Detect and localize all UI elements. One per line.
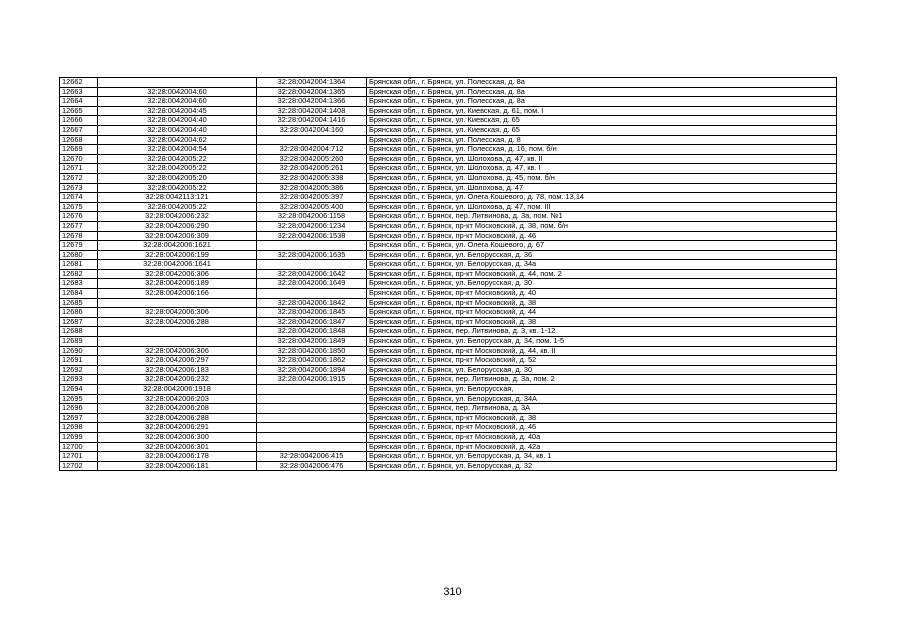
table-row xyxy=(60,116,837,126)
address-cell: Брянская обл., г. Брянск, пер. Литвинова, д. 3а, пом. №1 xyxy=(367,212,837,222)
table-row xyxy=(60,193,837,203)
building-cadastral-number-cell xyxy=(257,385,367,395)
row-number-cell: 12670 xyxy=(60,154,98,164)
land-cadastral-number-cell: 32:28:0042005:22 xyxy=(98,183,257,193)
building-cadastral-number-cell: 32:28:0042006:1845 xyxy=(257,308,367,318)
land-cadastral-number-cell: 32:28:0042006:208 xyxy=(98,404,257,414)
table-row xyxy=(60,221,837,231)
building-cadastral-number-cell: 32:28:0042004:1365 xyxy=(257,87,367,97)
building-cadastral-number-cell: 32:28:0042004:1416 xyxy=(257,116,367,126)
row-number-cell: 12676 xyxy=(60,212,98,222)
building-cadastral-number-cell xyxy=(257,413,367,423)
address-cell: Брянская обл., г. Брянск, ул. Белорусская, xyxy=(367,385,837,395)
table-row xyxy=(60,260,837,270)
row-number-cell: 12678 xyxy=(60,231,98,241)
row-number-cell: 12673 xyxy=(60,183,98,193)
land-cadastral-number-cell: 32:28:0042004:40 xyxy=(98,116,257,126)
building-cadastral-number-cell: 32:28:0042004:1364 xyxy=(257,78,367,88)
row-number-cell: 12672 xyxy=(60,173,98,183)
table-row xyxy=(60,432,837,442)
table-row xyxy=(60,365,837,375)
building-cadastral-number-cell: 32:28:0042006:476 xyxy=(257,461,367,471)
address-cell: Брянская обл., г. Брянск, ул. Шолохова, д. 47, пом. III xyxy=(367,202,837,212)
building-cadastral-number-cell: 32:28:0042004:1408 xyxy=(257,106,367,116)
table-row xyxy=(60,442,837,452)
land-cadastral-number-cell: 32:28:0042005:20 xyxy=(98,173,257,183)
row-number-cell: 12666 xyxy=(60,116,98,126)
address-cell: Брянская обл., г. Брянск, пр-кт Московский, д. 38 xyxy=(367,298,837,308)
row-number-cell: 12677 xyxy=(60,221,98,231)
address-cell: Брянская обл., г. Брянск, пр-кт Московский, д. 42а xyxy=(367,442,837,452)
address-cell: Брянская обл., г. Брянск, пр-кт Московский, д. 38 xyxy=(367,413,837,423)
address-cell: Брянская обл., г. Брянск, ул. Киевская, д. 61, пом. I xyxy=(367,106,837,116)
address-cell: Брянская обл., г. Брянск, пр-кт Московский, д. 44 xyxy=(367,308,837,318)
address-cell: Брянская обл., г. Брянск, пр-кт Московский, д. 38, пом. б/н xyxy=(367,221,837,231)
table-row xyxy=(60,452,837,462)
land-cadastral-number-cell xyxy=(98,327,257,337)
address-cell: Брянская обл., г. Брянск, ул. Шолохова, д. 45, пом. б/н xyxy=(367,173,837,183)
address-cell: Брянская обл., г. Брянск, ул. Киевская, д. 65 xyxy=(367,116,837,126)
address-cell: Брянская обл., г. Брянск, ул. Олега Кошевого, д. 67 xyxy=(367,241,837,251)
row-number-cell: 12685 xyxy=(60,298,98,308)
table-row xyxy=(60,413,837,423)
row-number-cell: 12701 xyxy=(60,452,98,462)
building-cadastral-number-cell: 32:28:0042005:400 xyxy=(257,202,367,212)
building-cadastral-number-cell: 32:28:0042006:1848 xyxy=(257,327,367,337)
row-number-cell: 12688 xyxy=(60,327,98,337)
building-cadastral-number-cell: 32:28:0042006:1849 xyxy=(257,337,367,347)
table-row xyxy=(60,87,837,97)
building-cadastral-number-cell: 32:28:0042006:1642 xyxy=(257,269,367,279)
address-cell: Брянская обл., г. Брянск, ул. Полесская, д. 16, пом. б/н xyxy=(367,145,837,155)
address-cell: Брянская обл., г. Брянск, ул. Полесская, д. 8а xyxy=(367,87,837,97)
land-cadastral-number-cell: 32:28:0042005:22 xyxy=(98,154,257,164)
address-cell: Брянская обл., г. Брянск, ул. Полесская, д. 8 xyxy=(367,135,837,145)
land-cadastral-number-cell: 32:28:0042006:178 xyxy=(98,452,257,462)
land-cadastral-number-cell: 32:28:0042113:121 xyxy=(98,193,257,203)
table-row xyxy=(60,135,837,145)
land-cadastral-number-cell: 32:28:0042004:45 xyxy=(98,106,257,116)
row-number-cell: 12699 xyxy=(60,432,98,442)
land-cadastral-number-cell: 32:28:0042006:309 xyxy=(98,231,257,241)
land-cadastral-number-cell: 32:28:0042004:60 xyxy=(98,87,257,97)
building-cadastral-number-cell: 32:28:0042006:1158 xyxy=(257,212,367,222)
row-number-cell: 12686 xyxy=(60,308,98,318)
building-cadastral-number-cell xyxy=(257,241,367,251)
table-row xyxy=(60,97,837,107)
address-cell: Брянская обл., г. Брянск, пр-кт Московский, д. 40 xyxy=(367,289,837,299)
table-row xyxy=(60,106,837,116)
row-number-cell: 12698 xyxy=(60,423,98,433)
land-cadastral-number-cell: 32:28:0042006:181 xyxy=(98,461,257,471)
building-cadastral-number-cell xyxy=(257,432,367,442)
building-cadastral-number-cell xyxy=(257,394,367,404)
row-number-cell: 12695 xyxy=(60,394,98,404)
land-cadastral-number-cell: 32:28:0042006:306 xyxy=(98,269,257,279)
table-row xyxy=(60,327,837,337)
row-number-cell: 12668 xyxy=(60,135,98,145)
building-cadastral-number-cell: 32:28:0042005:261 xyxy=(257,164,367,174)
table-row xyxy=(60,241,837,251)
row-number-cell: 12692 xyxy=(60,365,98,375)
building-cadastral-number-cell: 32:28:0042006:1894 xyxy=(257,365,367,375)
address-cell: Брянская обл., г. Брянск, пр-кт Московский, д. 44, кв. II xyxy=(367,346,837,356)
building-cadastral-number-cell: 32:28:0042005:338 xyxy=(257,173,367,183)
row-number-cell: 12689 xyxy=(60,337,98,347)
address-cell: Брянская обл., г. Брянск, пр-кт Московский, д. 46 xyxy=(367,231,837,241)
land-cadastral-number-cell: 32:28:0042004:60 xyxy=(98,97,257,107)
table-row xyxy=(60,164,837,174)
table-row xyxy=(60,308,837,318)
cadastral-table xyxy=(59,77,837,471)
row-number-cell: 12675 xyxy=(60,202,98,212)
address-cell: Брянская обл., г. Брянск, ул. Олега Кошевого, д. 78, пом. 13,14 xyxy=(367,193,837,203)
row-number-cell: 12700 xyxy=(60,442,98,452)
row-number-cell: 12687 xyxy=(60,317,98,327)
table-row xyxy=(60,279,837,289)
building-cadastral-number-cell: 32:28:0042005:260 xyxy=(257,154,367,164)
land-cadastral-number-cell: 32:28:0042006:288 xyxy=(98,317,257,327)
land-cadastral-number-cell: 32:28:0042004:40 xyxy=(98,125,257,135)
row-number-cell: 12669 xyxy=(60,145,98,155)
address-cell: Брянская обл., г. Брянск, пр-кт Московский, д. 38 xyxy=(367,317,837,327)
table-row xyxy=(60,289,837,299)
row-number-cell: 12674 xyxy=(60,193,98,203)
row-number-cell: 12690 xyxy=(60,346,98,356)
row-number-cell: 12667 xyxy=(60,125,98,135)
building-cadastral-number-cell: 32:28:0042005:397 xyxy=(257,193,367,203)
table-row xyxy=(60,356,837,366)
address-cell: Брянская обл., г. Брянск, ул. Белорусская, д. 30 xyxy=(367,279,837,289)
row-number-cell: 12702 xyxy=(60,461,98,471)
address-cell: Брянская обл., г. Брянск, ул. Белорусская, д. 36 xyxy=(367,250,837,260)
land-cadastral-number-cell: 32:28:0042006:291 xyxy=(98,423,257,433)
land-cadastral-number-cell: 32:28:0042004:54 xyxy=(98,145,257,155)
address-cell: Брянская обл., г. Брянск, ул. Полесская, д. 8а xyxy=(367,78,837,88)
address-cell: Брянская обл., г. Брянск, ул. Белорусская, д. 34, кв. 1 xyxy=(367,452,837,462)
land-cadastral-number-cell: 32:28:0042006:288 xyxy=(98,413,257,423)
building-cadastral-number-cell: 32:28:0042004:1366 xyxy=(257,97,367,107)
land-cadastral-number-cell: 32:28:0042006:300 xyxy=(98,432,257,442)
row-number-cell: 12693 xyxy=(60,375,98,385)
address-cell: Брянская обл., г. Брянск, ул. Белорусская, д. 34, пом. 1-5 xyxy=(367,337,837,347)
building-cadastral-number-cell xyxy=(257,135,367,145)
building-cadastral-number-cell: 32:28:0042006:415 xyxy=(257,452,367,462)
building-cadastral-number-cell: 32:28:0042006:1847 xyxy=(257,317,367,327)
building-cadastral-number-cell xyxy=(257,423,367,433)
land-cadastral-number-cell xyxy=(98,78,257,88)
table-row xyxy=(60,173,837,183)
address-cell: Брянская обл., г. Брянск, ул. Шолохова, д. 47 xyxy=(367,183,837,193)
row-number-cell: 12671 xyxy=(60,164,98,174)
table-row xyxy=(60,202,837,212)
address-cell: Брянская обл., г. Брянск, пр-кт Московский, д. 44, пом. 2 xyxy=(367,269,837,279)
table-row xyxy=(60,385,837,395)
land-cadastral-number-cell: 32:28:0042004:62 xyxy=(98,135,257,145)
building-cadastral-number-cell: 32:28:0042006:1649 xyxy=(257,279,367,289)
building-cadastral-number-cell: 32:28:0042006:1635 xyxy=(257,250,367,260)
address-cell: Брянская обл., г. Брянск, пр-кт Московский, д. 46 xyxy=(367,423,837,433)
row-number-cell: 12664 xyxy=(60,97,98,107)
building-cadastral-number-cell xyxy=(257,442,367,452)
row-number-cell: 12683 xyxy=(60,279,98,289)
land-cadastral-number-cell: 32:28:0042006:232 xyxy=(98,375,257,385)
address-cell: Брянская обл., г. Брянск, пер. Литвинова, д. 3А xyxy=(367,404,837,414)
row-number-cell: 12680 xyxy=(60,250,98,260)
land-cadastral-number-cell: 32:28:0042006:297 xyxy=(98,356,257,366)
building-cadastral-number-cell: 32:28:0042006:1234 xyxy=(257,221,367,231)
building-cadastral-number-cell xyxy=(257,404,367,414)
land-cadastral-number-cell: 32:28:0042006:290 xyxy=(98,221,257,231)
land-cadastral-number-cell: 32:28:0042006:306 xyxy=(98,346,257,356)
table-row xyxy=(60,145,837,155)
land-cadastral-number-cell: 32:28:0042006:301 xyxy=(98,442,257,452)
table-row xyxy=(60,461,837,471)
table-row xyxy=(60,375,837,385)
building-cadastral-number-cell: 32:28:0042006:1915 xyxy=(257,375,367,385)
address-cell: Брянская обл., г. Брянск, ул. Шолохова, д. 47, кв. I xyxy=(367,164,837,174)
row-number-cell: 12681 xyxy=(60,260,98,270)
page-number: 310 xyxy=(443,586,462,598)
cadastral-table-body xyxy=(60,78,837,471)
table-row xyxy=(60,404,837,414)
building-cadastral-number-cell: 32:28:0042004:712 xyxy=(257,145,367,155)
table-row xyxy=(60,154,837,164)
row-number-cell: 12684 xyxy=(60,289,98,299)
table-row xyxy=(60,298,837,308)
land-cadastral-number-cell: 32:28:0042006:183 xyxy=(98,365,257,375)
land-cadastral-number-cell: 32:28:0042006:1621 xyxy=(98,241,257,251)
table-row xyxy=(60,394,837,404)
address-cell: Брянская обл., г. Брянск, пр-кт Московский, д. 52 xyxy=(367,356,837,366)
building-cadastral-number-cell: 32:28:0042005:386 xyxy=(257,183,367,193)
table-row xyxy=(60,346,837,356)
table-row xyxy=(60,183,837,193)
table-row xyxy=(60,250,837,260)
table-row xyxy=(60,423,837,433)
land-cadastral-number-cell: 32:28:0042006:189 xyxy=(98,279,257,289)
table-row xyxy=(60,317,837,327)
address-cell: Брянская обл., г. Брянск, пр-кт Московский, д. 40а xyxy=(367,432,837,442)
building-cadastral-number-cell: 32:28:0042006:1538 xyxy=(257,231,367,241)
row-number-cell: 12691 xyxy=(60,356,98,366)
table-row xyxy=(60,231,837,241)
address-cell: Брянская обл., г. Брянск, ул. Полесская, д. 8а xyxy=(367,97,837,107)
address-cell: Брянская обл., г. Брянск, ул. Белорусская, д. 34А xyxy=(367,394,837,404)
land-cadastral-number-cell: 32:28:0042006:306 xyxy=(98,308,257,318)
building-cadastral-number-cell: 32:28:0042004:160 xyxy=(257,125,367,135)
land-cadastral-number-cell: 32:28:0042006:232 xyxy=(98,212,257,222)
address-cell: Брянская обл., г. Брянск, ул. Киевская, д. 65 xyxy=(367,125,837,135)
row-number-cell: 12662 xyxy=(60,78,98,88)
row-number-cell: 12694 xyxy=(60,385,98,395)
land-cadastral-number-cell xyxy=(98,337,257,347)
row-number-cell: 12696 xyxy=(60,404,98,414)
row-number-cell: 12682 xyxy=(60,269,98,279)
building-cadastral-number-cell: 32:28:0042006:1862 xyxy=(257,356,367,366)
table-row xyxy=(60,78,837,88)
table-row xyxy=(60,337,837,347)
row-number-cell: 12663 xyxy=(60,87,98,97)
row-number-cell: 12665 xyxy=(60,106,98,116)
building-cadastral-number-cell xyxy=(257,289,367,299)
table-row xyxy=(60,269,837,279)
land-cadastral-number-cell: 32:28:0042006:1641 xyxy=(98,260,257,270)
row-number-cell: 12697 xyxy=(60,413,98,423)
address-cell: Брянская обл., г. Брянск, ул. Белорусская, д. 34а xyxy=(367,260,837,270)
land-cadastral-number-cell: 32:28:0042006:1918 xyxy=(98,385,257,395)
land-cadastral-number-cell xyxy=(98,298,257,308)
land-cadastral-number-cell: 32:28:0042005:22 xyxy=(98,164,257,174)
row-number-cell: 12679 xyxy=(60,241,98,251)
building-cadastral-number-cell xyxy=(257,260,367,270)
building-cadastral-number-cell: 32:28:0042006:1842 xyxy=(257,298,367,308)
address-cell: Брянская обл., г. Брянск, ул. Белорусская, д. 30 xyxy=(367,365,837,375)
table-row xyxy=(60,125,837,135)
address-cell: Брянская обл., г. Брянск, ул. Белорусская, д. 32 xyxy=(367,461,837,471)
building-cadastral-number-cell: 32:28:0042006:1850 xyxy=(257,346,367,356)
address-cell: Брянская обл., г. Брянск, ул. Шолохова, д. 47, кв. II xyxy=(367,154,837,164)
land-cadastral-number-cell: 32:28:0042006:203 xyxy=(98,394,257,404)
table-row xyxy=(60,212,837,222)
address-cell: Брянская обл., г. Брянск, пер. Литвинова, д. 3, кв. 1-12 xyxy=(367,327,837,337)
land-cadastral-number-cell: 32:28:0042005:22 xyxy=(98,202,257,212)
address-cell: Брянская обл., г. Брянск, пер. Литвинова, д. 3а, пом. 2 xyxy=(367,375,837,385)
land-cadastral-number-cell: 32:28:0042006:199 xyxy=(98,250,257,260)
land-cadastral-number-cell: 32:28:0042006:166 xyxy=(98,289,257,299)
